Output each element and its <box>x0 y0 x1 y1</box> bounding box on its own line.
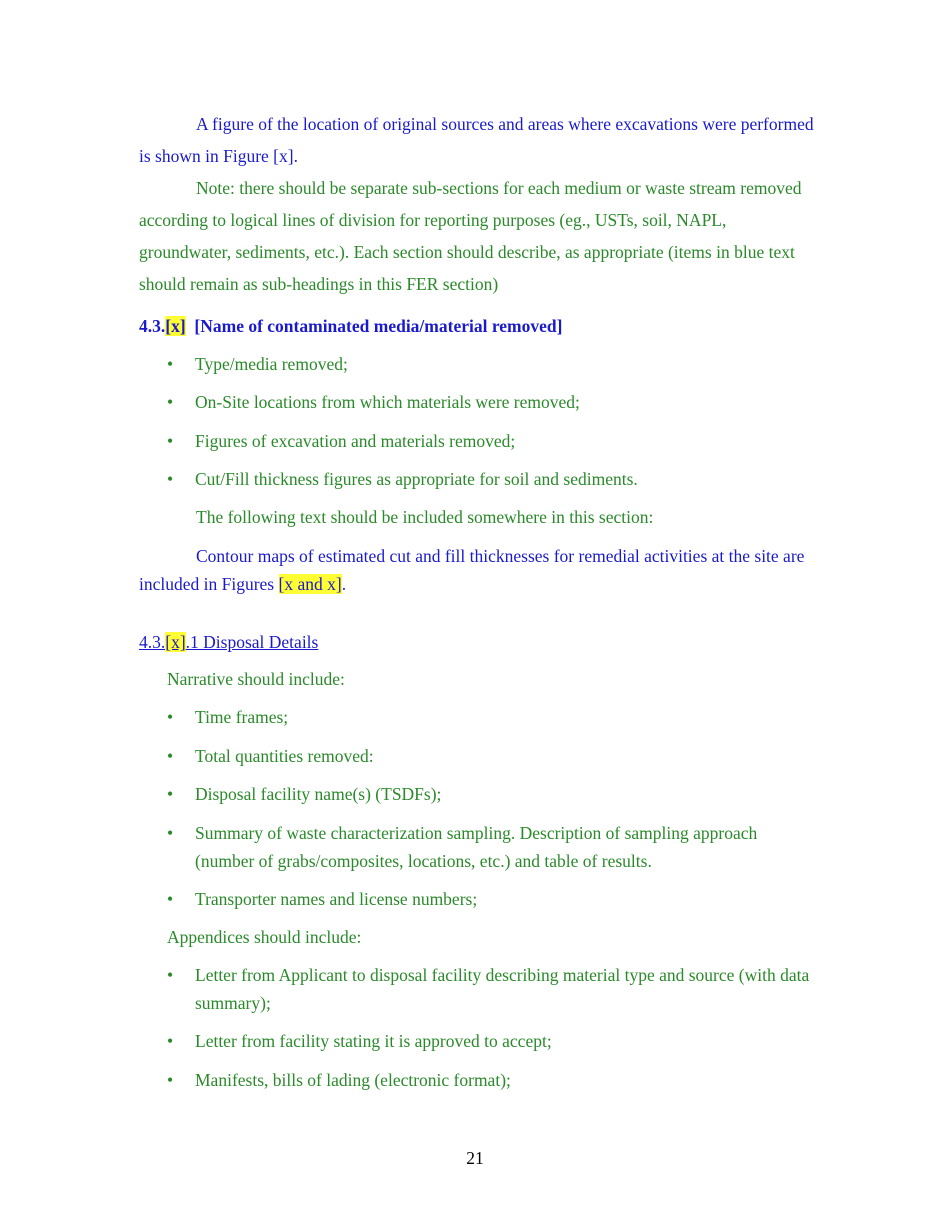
bullet-dot-icon: • <box>167 965 174 985</box>
subsection-number-prefix: 4.3. <box>139 632 166 652</box>
bullet-dot-icon: • <box>167 1031 174 1051</box>
page-number: 21 <box>466 1148 484 1168</box>
bullet-dot-icon: • <box>167 392 174 412</box>
note-paragraph: Note: there should be separate sub-sections for each medium or waste stream removed according to logical lines of division for reporting purposes (eg., USTs, soil, NAPL, groundwater, sediments, etc.). Each section should describe, as appropriate (items in blue text should remain as sub-headings in this FER section) <box>139 178 802 294</box>
section-number-placeholder: [x] <box>165 316 186 336</box>
subsection-number-placeholder: [x] <box>165 632 186 652</box>
subsection-title: .1 Disposal Details <box>185 632 319 652</box>
bullet-dot-icon: • <box>167 354 174 374</box>
bullet-dot-icon: • <box>167 823 174 843</box>
bullet-dot-icon: • <box>167 707 174 727</box>
subsection-heading <box>139 630 318 654</box>
figure-location-paragraph: A figure of the location of original sources and areas where excavations were performed is shown in Figure [x]. <box>139 114 814 166</box>
following-text-note: The following text should be included somewhere in this section: <box>196 507 654 527</box>
section-number-prefix: 4.3. <box>139 316 166 336</box>
bullet-dot-icon: • <box>167 746 174 766</box>
bullet-dot-icon: • <box>167 1070 174 1090</box>
bullet-dot-icon: • <box>167 784 174 804</box>
figures-placeholder: [x and x] <box>278 574 342 594</box>
section-heading <box>139 314 562 338</box>
bullet-dot-icon: • <box>167 889 174 909</box>
bullet-dot-icon: • <box>167 431 174 451</box>
appendices-label: Appendices should include: <box>167 927 362 947</box>
bullet-dot-icon: • <box>167 469 174 489</box>
narrative-label: Narrative should include: <box>167 669 345 689</box>
section-title: [Name of contaminated media/material removed] <box>194 316 563 336</box>
contour-maps-paragraph: Contour maps of estimated cut and fill thicknesses for remedial activities at the site are included in Figures [x and x]. <box>139 546 805 594</box>
